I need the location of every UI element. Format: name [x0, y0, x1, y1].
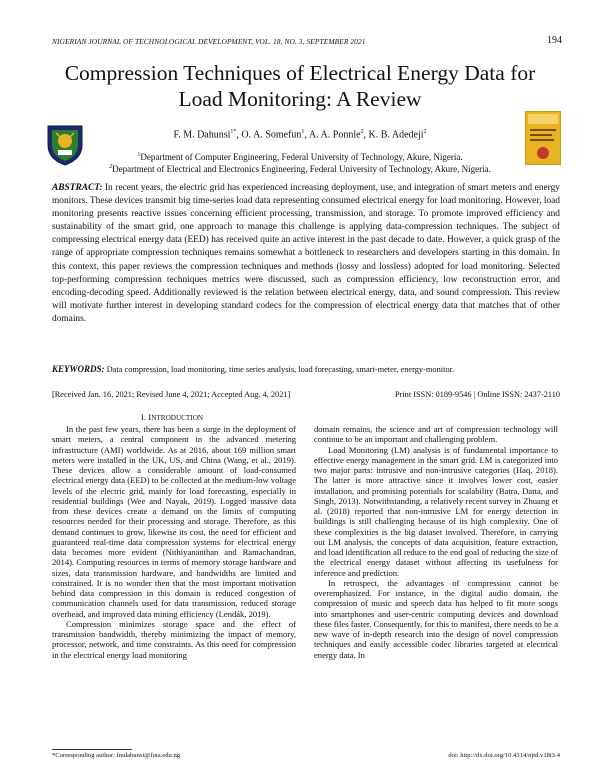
body-paragraph: In retrospect, the advantages of compression cannot be overemphasized. For instance, in the digital audio domain, the compression of music and speech data has helped to fit more songs into smartphones and user-centric computing devices and download these files faster. Consequently, for this to manifest, there needs to be a new wave of in-depth research into the design of novel compression techniques and easily accessible codec libraries targeted at electrical energy data. In [314, 577, 558, 660]
body-paragraph: domain remains, the science and art of compression technology will continue to be an important and challenging problem. [314, 424, 558, 445]
keywords [52, 364, 560, 375]
affiliation-superscript: 1 [137, 152, 141, 158]
issn-info: Print ISSN: 0189-9546 | Online ISSN: 2437-2110 [395, 390, 560, 399]
body-paragraph: In the past few years, there has been a surge in the deployment of smart meters, a central component in the advanced metering infrastructure (AMI) worldwide. As at 2016, about 169 million smart meters were installed in the UK, US, and China (Wang, et al., 2019). These devices allow a considerable amount of load-consumed electrical energy data (EED) to be collected at the medium-low voltage levels of the electric grid, mainly for load forecasting, especially in residential buildings (Wee and Nayak, 2019). Logged massive data from these devices create a demand on the limits of computing resources needed for their processing and storage. Therefore, as this demand continues to grow, likewise its cost, the need for efficient and guaranteed real-time data compression systems for electrical energy data becomes more evident (Nithiyananthan and Ramachandran, 2014). Computing resources in terms of memory storage hardware and sizes, data transmission hardware, and bandwidths are limited and constrained. It is no wonder then that the most important motivation behind data compression in this domain is reduced congestion of communication channels used for data transmission, reduced storage overhead, and improved data mining efficiency (Lendák, 2019). [52, 424, 296, 619]
affiliation-text: Department of Computer Engineering, Federal University of Technology, Akure, Nigeria. [140, 152, 463, 162]
author-name: F. M. Dahunsi [173, 129, 231, 141]
abstract-label: ABSTRACT: [52, 183, 103, 193]
corresponding-author-note: *Corresponding author: fmdahunsi@futa.edu.ng [52, 752, 181, 759]
keywords-text: Data compression, load monitoring, time series analysis, load forecasting, smart-meter, energy-monitor. [106, 365, 455, 374]
section-title-rest: NTRODUCTION [151, 414, 204, 422]
author-name: O. A. Somefun [241, 129, 302, 141]
section-heading [52, 412, 292, 422]
running-head: NIGERIAN JOURNAL OF TECHNOLOGICAL DEVELOPMENT, VOL. 18, NO. 3, SEPTEMBER 2021 [52, 37, 366, 46]
keywords-label: KEYWORDS: [52, 364, 105, 374]
author-superscript: 1 [301, 129, 305, 135]
affiliation-2 [60, 162, 540, 175]
doi-link[interactable]: doi: http://dx.doi.org/10.4314/njtd.v18i3.4 [448, 752, 560, 759]
author-superscript: 2 [423, 129, 427, 135]
body-paragraph: Compression minimizes storage space and the effect of transmission bandwidth, thereby minimizing the impact of memory, processor, network, and time constraints. As this need for compression in the electrical energy load monitoring [52, 618, 296, 660]
affiliation-text: Department of Electrical and Electronics Engineering, Federal University of Technology, Akure, Nigeria. [112, 164, 491, 174]
footnote-rule [52, 749, 132, 750]
author-superscript: 2 [360, 129, 364, 135]
section-title-initial: I [148, 412, 152, 422]
body-paragraph: Load Monitoring (LM) analysis is of fundamental importance to effective energy management in the smart grid. LM is categorized into two major parts: intrusive and non-intrusive categories (Haq, 2018). The latter is more attractive since it involves lower cost, easier installation, and promising potentials for scalability (Batra, Datta, and Singh, 2013). Notwithstanding, a relatively recent survey in Zhuang et al. (2018) reported that non-intrusive LM for energy detection in buildings is still challenging because of its high complexity. One of these complexities is the big dataset involved. Therefore, in carrying out LM analysis, the concepts of data acquisition, feature extraction, and load identification all reduce to the end goal of reducing the size of the electrical energy dataset without affecting its usefulness for inference and prediction. [314, 444, 558, 578]
author-name: K. B. Adedeji [368, 129, 424, 141]
paper-title-line1: Compression Techniques of Electrical Energy Data for [64, 61, 536, 85]
body-column-right [314, 424, 558, 660]
affiliation-superscript: 2 [109, 164, 113, 170]
abstract [52, 182, 560, 326]
author-name: A. A. Ponnle [308, 129, 361, 141]
received-dates: [Received Jan. 16, 2021; Revised June 4, 2021; Accepted Aug. 4, 2021] [52, 390, 291, 399]
section-numeral: I. [140, 412, 147, 422]
author-list: F. M. Dahunsi$^{1*}$, O. A. Somefun$^1$, A. A. Ponnle$^2$, K. B. Adedeji$^2$ [173, 129, 427, 141]
author-superscript: 1* [230, 129, 237, 135]
abstract-text: In recent years, the electric grid has experienced increasing deployment, use, and integration of smart meters and energy monitors. These devices transmit big time-series load data representing consumed electrical energy for load monitoring. However, load monitoring presents reactive issues concerning efficient processing, transmission, and storage. To promote improved efficiency and sustainability of the smart grid, one approach to manage this challenge is applying data-compression techniques. The subject of compressing electrical energy data (EED) has received quite an active interest in the past decade to date. However, a quick grasp of the range of appropriate compression techniques remains somewhat a bottleneck to researchers and developers starting in this domain. In this context, this paper reviews the compression techniques and methods (lossy and lossless) adopted for load monitoring. Selected top-performing compression techniques metrics were discussed, such as compression efficiency, low reconstruction error, and encoding-decoding speed. Additionally reviewed is the relation between electrical energy, data, and sound compression. This review will motivate further interest in developing standard codecs for the compression of electrical energy data that matches that of other domains. [52, 183, 560, 324]
body-column-left [52, 424, 296, 660]
paper-title [40, 60, 560, 112]
page-number: 194 [547, 35, 562, 46]
paper-title-line2: Load Monitoring: A Review [178, 87, 422, 111]
